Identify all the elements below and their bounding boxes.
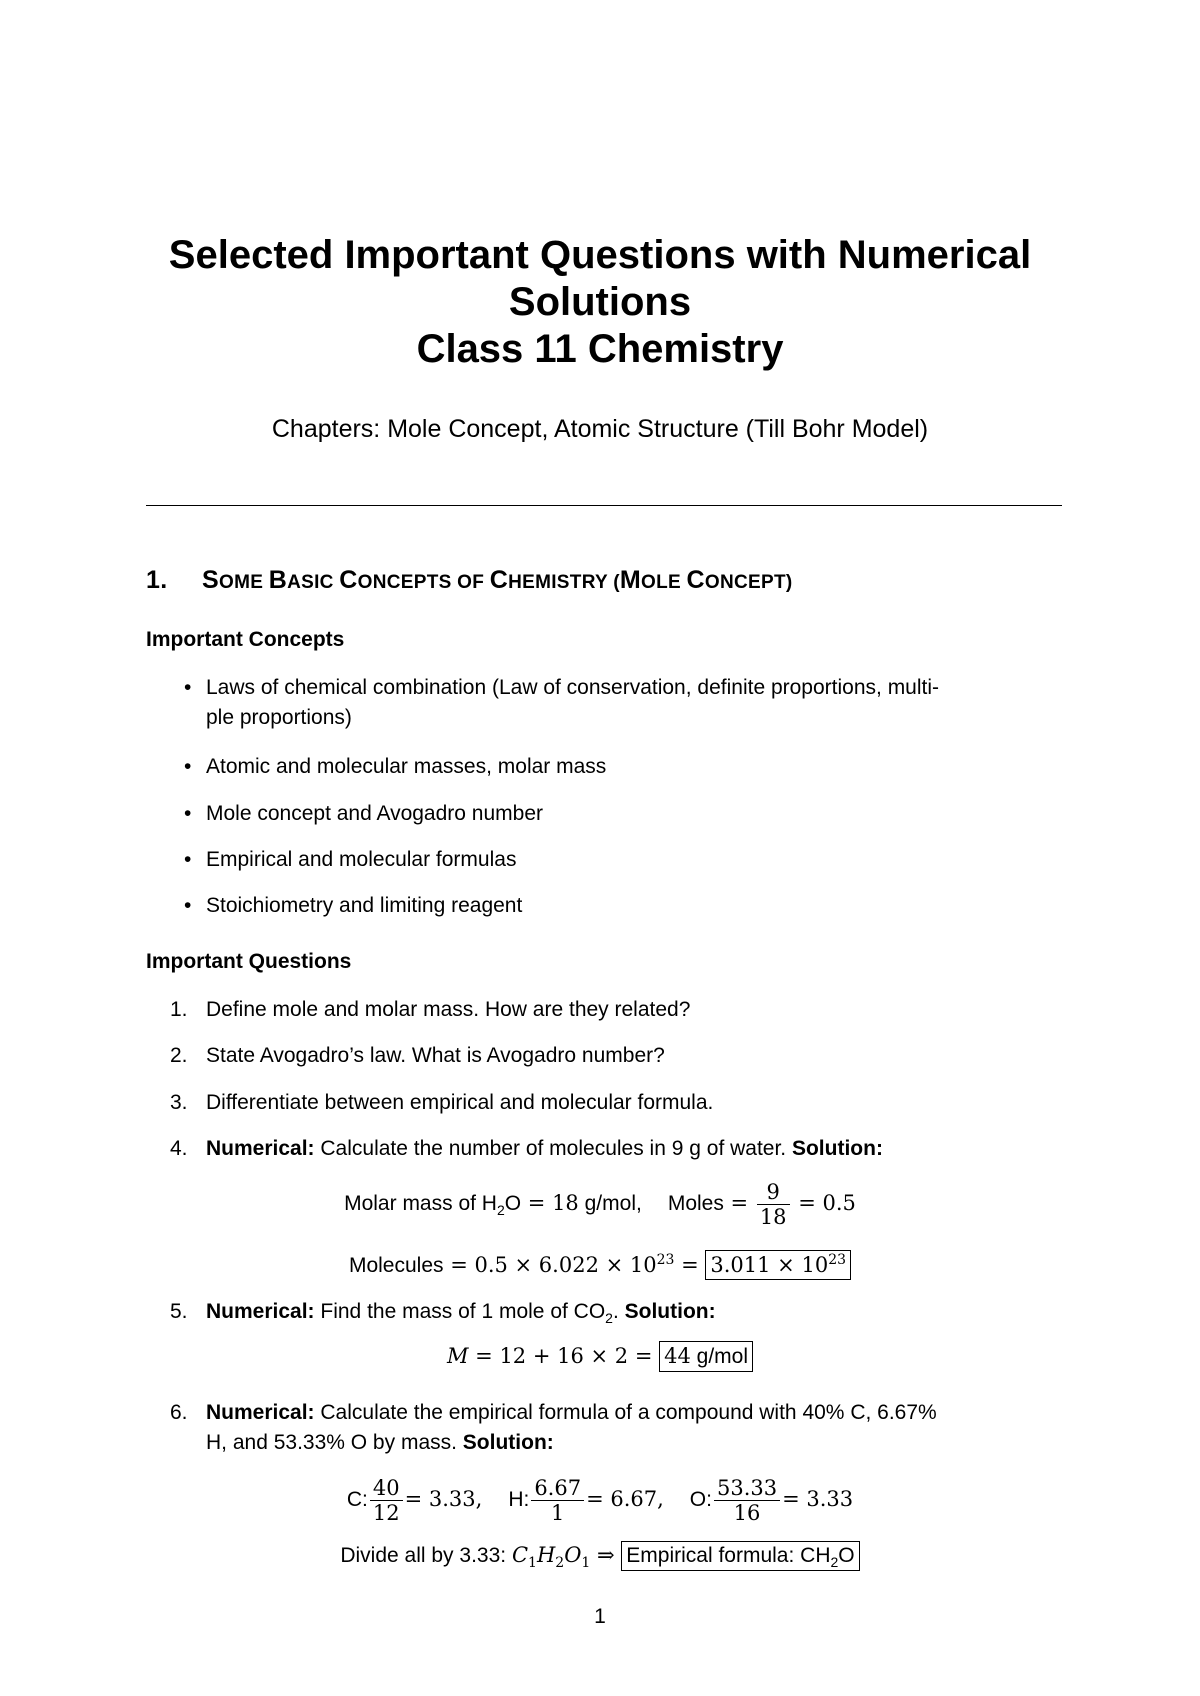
question-3 bbox=[146, 1088, 1066, 1118]
heading-part: B bbox=[268, 566, 288, 594]
fraction-denominator: 18 bbox=[759, 1205, 787, 1229]
eq-subscript: 2 bbox=[555, 1555, 565, 1572]
eq-text: O bbox=[838, 1544, 855, 1567]
numerical-label: Numerical: bbox=[206, 1300, 315, 1323]
list-item-text: Mole concept and Avogadro number bbox=[206, 802, 544, 825]
fraction-numerator: 9 bbox=[757, 1180, 790, 1205]
section-number: 1. bbox=[146, 566, 168, 594]
concepts-list-4 bbox=[146, 845, 1066, 875]
eq-variable: O bbox=[564, 1543, 582, 1567]
title-line-3: Class 11 Chemistry bbox=[416, 327, 784, 371]
heading-part: S bbox=[202, 566, 219, 594]
bullet-icon: • bbox=[184, 755, 192, 778]
list-item bbox=[146, 891, 1066, 921]
question-text: Calculate the number of molecules in 9 g of water. bbox=[314, 1137, 792, 1160]
eq-variable: M bbox=[446, 1344, 469, 1368]
fraction-numerator: 40 bbox=[370, 1476, 403, 1501]
heading-part: C bbox=[686, 566, 705, 594]
list-item bbox=[146, 1041, 1066, 1071]
heading-part: C bbox=[339, 566, 358, 594]
list-item bbox=[146, 1398, 1066, 1458]
concepts-list-2 bbox=[146, 752, 1066, 782]
question-number: 6. bbox=[170, 1401, 188, 1424]
eq-number: 18 bbox=[552, 1191, 579, 1216]
document-title bbox=[0, 232, 1200, 373]
eq-text: C: bbox=[346, 1488, 368, 1512]
q4-equation-2: Molecules = $0.5 \times 6.022 \times 10^{23} = 3.011 \times 10^{23}$ bbox=[0, 1250, 1200, 1281]
list-item bbox=[146, 752, 1066, 782]
question-number: 1. bbox=[170, 998, 188, 1021]
bullet-icon: • bbox=[184, 676, 192, 699]
eq-number: = 3.33 bbox=[782, 1487, 854, 1512]
eq-text: g/mol, bbox=[578, 1192, 642, 1216]
question-text: Define mole and molar mass. How are they related? bbox=[206, 998, 691, 1021]
eq-variable: C bbox=[511, 1543, 529, 1567]
concepts-list-5 bbox=[146, 891, 1066, 921]
question-6 bbox=[146, 1398, 1066, 1458]
solution-label: Solution: bbox=[624, 1300, 716, 1323]
eq-number: 3.011 × 10 bbox=[710, 1253, 829, 1277]
implies-icon: ⇒ bbox=[590, 1543, 622, 1567]
fraction bbox=[757, 1180, 790, 1229]
list-item-text: Laws of chemical combination (Law of conservation, definite proportions, multi- bbox=[206, 676, 940, 699]
eq-subscript: 2 bbox=[496, 1202, 505, 1219]
fraction-numerator: 53.33 bbox=[714, 1476, 780, 1501]
q6-equation-1 bbox=[0, 1476, 1200, 1525]
heading-part: ONCEPT) bbox=[704, 572, 793, 593]
list-item bbox=[146, 799, 1066, 829]
bullet-icon: • bbox=[184, 894, 192, 917]
eq-variable: H bbox=[536, 1543, 556, 1567]
eq-text: Molar mass of H bbox=[344, 1192, 497, 1216]
eq-text: O: bbox=[689, 1488, 712, 1512]
question-text: State Avogadro’s law. What is Avogadro number? bbox=[206, 1044, 665, 1067]
list-item bbox=[146, 995, 1066, 1025]
heading-part: ASIC bbox=[287, 572, 340, 593]
list-item-text: Stoichiometry and limiting reagent bbox=[206, 894, 523, 917]
heading-part: HEMISTRY ( bbox=[508, 572, 620, 593]
numerical-label: Numerical: bbox=[206, 1137, 315, 1160]
list-item-text: Atomic and molecular masses, molar mass bbox=[206, 755, 607, 778]
numerical-label: Numerical: bbox=[206, 1401, 315, 1424]
question-5 bbox=[146, 1297, 1066, 1327]
boxed-answer bbox=[705, 1250, 851, 1280]
eq-text: Molecules bbox=[348, 1254, 444, 1277]
question-number: 4. bbox=[170, 1137, 188, 1160]
eq-superscript: 23 bbox=[828, 1252, 847, 1268]
concepts-list-3 bbox=[146, 799, 1066, 829]
bullet-icon: • bbox=[184, 802, 192, 825]
question-number: 2. bbox=[170, 1044, 188, 1067]
eq-text: H: bbox=[508, 1488, 530, 1512]
page-number: 1 bbox=[594, 1605, 606, 1628]
heading-part: OME bbox=[218, 572, 269, 593]
eq-number: 0.5 bbox=[822, 1191, 856, 1216]
list-item bbox=[146, 1088, 1066, 1118]
list-item-text: Empirical and molecular formulas bbox=[206, 848, 517, 871]
question-number: 5. bbox=[170, 1300, 188, 1323]
eq-subscript: 2 bbox=[830, 1554, 839, 1571]
boxed-answer bbox=[659, 1341, 753, 1372]
fraction bbox=[370, 1476, 403, 1525]
heading-part: M bbox=[619, 566, 641, 594]
title-line-1: Selected Important Questions with Numerical bbox=[168, 233, 1032, 277]
eq-superscript: 23 bbox=[656, 1252, 675, 1268]
fraction-denominator: 12 bbox=[372, 1501, 400, 1525]
bullet-icon: • bbox=[184, 848, 192, 871]
fraction bbox=[531, 1476, 584, 1525]
q4-equation-1: Molar mass of $H_2O = 18$ g/mol, Moles = $\frac{9}{18}$ = 0.5 bbox=[344, 1180, 856, 1229]
eq-number: = 6.67, bbox=[586, 1487, 664, 1512]
eq-number: = 3.33, bbox=[404, 1487, 483, 1512]
eq-number: = 12 + 16 × 2 = bbox=[468, 1344, 660, 1368]
questions-heading: Important Questions bbox=[146, 950, 352, 973]
question-text: . bbox=[612, 1300, 625, 1323]
solution-label: Solution: bbox=[791, 1137, 883, 1160]
list-item bbox=[146, 1134, 1066, 1164]
eq-subscript: 1 bbox=[581, 1555, 591, 1572]
question-2 bbox=[146, 1041, 1066, 1071]
question-4 bbox=[146, 1134, 1066, 1164]
eq-text: Moles bbox=[667, 1192, 724, 1216]
list-item bbox=[146, 673, 1066, 733]
heading-part: ONCEPTS OF bbox=[357, 572, 490, 593]
boxed-answer bbox=[621, 1541, 859, 1571]
fraction bbox=[714, 1476, 780, 1525]
subscript: 2 bbox=[605, 1310, 613, 1327]
fraction-denominator: 16 bbox=[733, 1501, 761, 1525]
eq-subscript: 1 bbox=[528, 1555, 537, 1572]
section-heading bbox=[146, 566, 793, 595]
heading-part: C bbox=[489, 566, 509, 594]
list-item-text: ple proportions) bbox=[206, 706, 352, 729]
fraction-numerator: 6.67 bbox=[531, 1476, 584, 1501]
list-item bbox=[146, 1297, 1066, 1327]
eq-text: Divide all by 3.33: bbox=[340, 1544, 512, 1567]
fraction-denominator: 1 bbox=[551, 1501, 565, 1525]
q5-equation bbox=[0, 1341, 1200, 1372]
question-text: Find the mass of 1 mole of CO bbox=[314, 1300, 606, 1323]
question-number: 3. bbox=[170, 1091, 188, 1114]
eq-number: 44 bbox=[664, 1344, 691, 1368]
chapters-subtitle: Chapters: Mole Concept, Atomic Structure (Till Bohr Model) bbox=[271, 415, 929, 443]
eq-symbol: = bbox=[521, 1191, 553, 1216]
heading-part: OLE bbox=[640, 572, 687, 593]
question-text: Calculate the empirical formula of a compound with 40% C, 6.67% bbox=[314, 1401, 937, 1424]
eq-number: 0.5 × 6.022 × 10 bbox=[474, 1253, 657, 1277]
question-1 bbox=[146, 995, 1066, 1025]
list-item bbox=[146, 845, 1066, 875]
solution-label: Solution: bbox=[462, 1431, 554, 1454]
question-text: H, and 53.33% O by mass. bbox=[206, 1431, 463, 1454]
q6-equation-2 bbox=[0, 1540, 1200, 1571]
eq-text: g/mol bbox=[690, 1345, 749, 1368]
concepts-heading: Important Concepts bbox=[146, 628, 345, 651]
question-text: Differentiate between empirical and molecular formula. bbox=[206, 1091, 714, 1114]
title-line-2: Solutions bbox=[508, 280, 692, 324]
eq-text: Empirical formula: CH bbox=[626, 1544, 831, 1567]
horizontal-rule bbox=[146, 505, 1062, 506]
concepts-list bbox=[146, 673, 1066, 733]
eq-text: O bbox=[504, 1192, 522, 1216]
